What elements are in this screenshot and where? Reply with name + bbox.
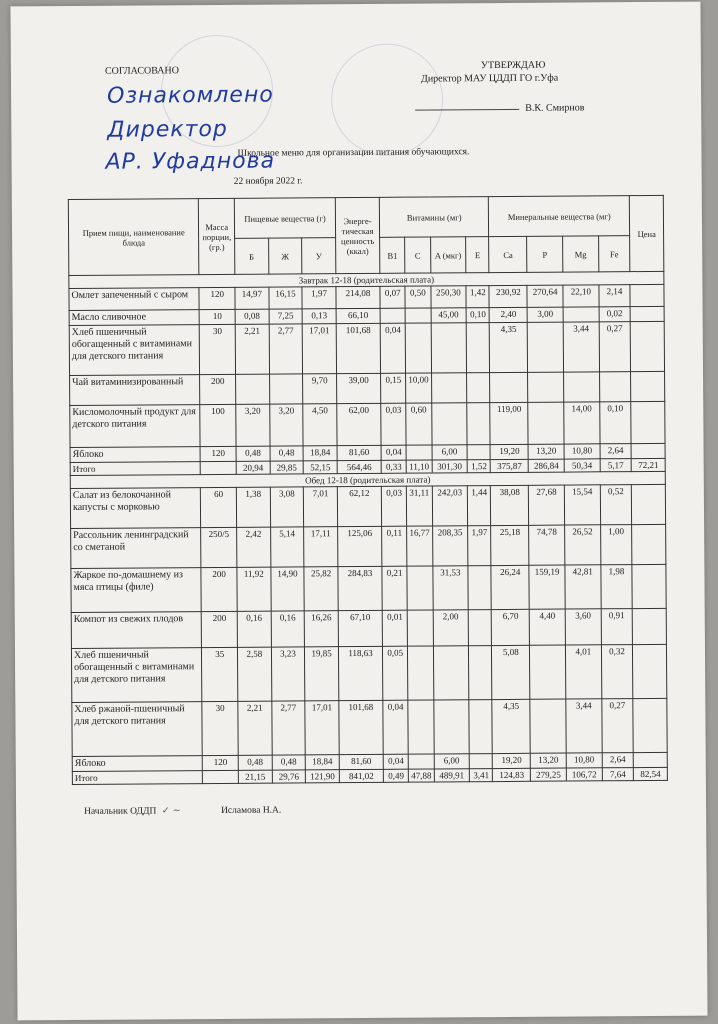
table-row <box>70 484 665 528</box>
table-cell: 10,80 <box>564 444 600 459</box>
table-cell: 1,97 <box>468 526 491 566</box>
total-cell: 29,76 <box>272 770 306 783</box>
table-cell: 10,80 <box>566 753 602 768</box>
footer-position: Начальник ОДДП <box>84 806 157 817</box>
total-cell: 21,15 <box>238 770 272 783</box>
table-cell: 0,48 <box>238 755 272 770</box>
table-cell: 5,14 <box>270 527 304 567</box>
table-cell <box>599 372 631 402</box>
approval-block <box>421 59 558 86</box>
table-cell: 0,04 <box>383 754 408 769</box>
col-a: A (мкг) <box>430 237 466 273</box>
table-cell <box>468 610 491 646</box>
table-cell: 35 <box>202 647 238 701</box>
dish-name: Кисломолочный продукт для детского питания <box>70 405 201 448</box>
table-cell: 19,20 <box>490 444 528 459</box>
col-u: У <box>302 238 336 274</box>
table-cell: 74,78 <box>529 525 565 565</box>
table-cell: 15,54 <box>564 485 600 525</box>
table-cell: 31,11 <box>407 486 432 526</box>
table-cell: 2,77 <box>272 701 306 755</box>
table-cell: 0,27 <box>599 322 631 372</box>
col-price: Цена <box>630 195 664 271</box>
table-cell <box>564 372 600 402</box>
table-cell <box>407 566 433 610</box>
table-cell: 3,08 <box>270 487 304 527</box>
col-c: C <box>405 237 430 273</box>
table-cell: 18,84 <box>306 755 340 770</box>
table-cell <box>467 403 490 445</box>
table-cell <box>490 372 528 402</box>
table-cell: 0,48 <box>270 446 304 461</box>
table-cell: 101,68 <box>339 700 384 754</box>
table-cell: 125,06 <box>338 526 382 566</box>
table-cell: 13,20 <box>530 753 566 768</box>
table-cell: 3,60 <box>565 609 601 645</box>
total-row <box>72 767 667 784</box>
table-cell: 0,60 <box>406 403 432 445</box>
table-cell: 4,35 <box>492 699 530 753</box>
footer <box>84 805 281 817</box>
table-cell <box>269 374 303 404</box>
menu-table-body <box>69 271 668 784</box>
table-row <box>71 564 666 612</box>
table-cell: 3,20 <box>269 404 303 446</box>
table-row <box>72 698 667 756</box>
table-cell <box>406 323 432 373</box>
table-cell: 16,26 <box>305 611 339 647</box>
table-cell: 6,00 <box>434 754 470 769</box>
table-cell <box>236 374 270 404</box>
table-cell: 230,92 <box>489 285 527 307</box>
approve-label: УТВЕРЖДАЮ <box>480 59 546 72</box>
handwriting-line-3: АР. Уфаднова <box>105 148 276 175</box>
menu-date: 22 ноября 2022 г. <box>233 176 303 187</box>
table-cell: 250/5 <box>201 527 237 567</box>
table-cell: 2,21 <box>235 324 269 374</box>
table-cell: 118,63 <box>338 646 383 700</box>
table-cell: 14,97 <box>235 287 269 309</box>
agreed-label: СОГЛАСОВАНО <box>104 65 179 77</box>
table-cell: 1,97 <box>302 287 336 309</box>
dish-name: Масло сливочное <box>69 310 199 326</box>
table-cell <box>409 754 434 769</box>
table-cell: 38,08 <box>491 485 529 525</box>
table-cell: 0,03 <box>381 403 407 445</box>
table-cell: 13,20 <box>528 444 564 459</box>
table-cell: 0,50 <box>405 286 430 308</box>
table-cell: 3,44 <box>566 699 602 753</box>
col-b1: B1 <box>380 237 405 273</box>
table-cell: 10,00 <box>406 373 431 403</box>
table-cell: 4,50 <box>303 404 337 446</box>
total-cell: 3,41 <box>470 769 493 782</box>
dish-name: Хлеб пшеничный обогащенный с витаминами для детского питания <box>71 648 202 703</box>
col-energy: Энерге-тическая ценность (ккал) <box>335 197 380 273</box>
col-p: P <box>527 236 563 272</box>
table-cell: 120 <box>200 446 236 461</box>
table-cell: 2,14 <box>599 285 631 307</box>
table-cell: 1,98 <box>601 565 633 609</box>
table-cell <box>406 445 431 460</box>
table-cell: 119,00 <box>490 402 528 444</box>
menu-title: Школьное меню для организации питания обучающихся. <box>237 147 470 159</box>
total-cell: 124,83 <box>493 768 531 781</box>
table-cell: 17,01 <box>305 701 339 755</box>
table-cell: 17,11 <box>304 527 338 567</box>
col-fe: Fe <box>598 236 630 272</box>
table-cell: 31,53 <box>432 566 468 610</box>
table-cell <box>633 644 667 698</box>
table-row <box>70 371 665 405</box>
table-cell: 0,03 <box>381 486 406 526</box>
table-cell <box>469 646 493 700</box>
total-cell: 0,49 <box>383 769 408 782</box>
table-cell: 5,08 <box>492 645 530 699</box>
table-cell <box>530 699 566 753</box>
col-e: E <box>466 237 489 273</box>
table-cell: 2,40 <box>490 307 528 322</box>
table-cell: 6,00 <box>432 445 468 460</box>
dish-name: Рассольник ленинградский со сметаной <box>71 528 202 569</box>
total-price: 72,21 <box>631 458 665 471</box>
dish-name: Компот из свежих плодов <box>71 612 202 649</box>
table-cell <box>632 564 666 608</box>
table-cell <box>563 307 599 322</box>
handwriting-line-2: Директор <box>107 116 228 143</box>
col-vitamins: Витамины (мг) <box>379 197 489 238</box>
table-cell: 0,07 <box>380 286 405 308</box>
table-cell <box>468 566 491 610</box>
table-cell: 0,02 <box>599 307 631 322</box>
table-cell: 4,01 <box>565 645 601 699</box>
table-cell: 4,35 <box>490 322 528 372</box>
table-cell: 0,16 <box>271 611 305 647</box>
dish-name: Яблоко <box>70 447 200 463</box>
total-cell: 29,85 <box>270 461 304 474</box>
table-cell: 9,70 <box>303 374 337 404</box>
table-cell: 16,15 <box>269 287 303 309</box>
table-cell: 7,25 <box>269 309 303 324</box>
table-cell: 0,32 <box>601 645 633 699</box>
table-cell <box>380 308 405 323</box>
table-cell: 3,44 <box>563 322 599 372</box>
col-minerals: Минеральные вещества (мг) <box>489 196 630 237</box>
table-cell <box>633 698 667 752</box>
table-cell <box>632 484 666 524</box>
dish-name: Омлет запеченный с сыром <box>69 288 199 311</box>
table-cell: 11,92 <box>237 567 271 611</box>
total-cell: 5,17 <box>600 459 632 472</box>
table-cell <box>632 524 666 564</box>
table-cell <box>431 403 467 445</box>
total-cell <box>203 770 239 783</box>
table-cell: 0,15 <box>381 373 406 403</box>
col-b: Б <box>235 238 269 274</box>
total-cell: 52,15 <box>303 461 337 474</box>
table-cell <box>469 700 493 754</box>
table-cell: 30 <box>200 324 236 374</box>
table-cell: 250,30 <box>430 286 466 308</box>
table-cell <box>631 371 665 401</box>
table-cell: 14,90 <box>271 567 305 611</box>
table-cell: 0,48 <box>272 755 306 770</box>
table-cell: 66,10 <box>336 308 380 323</box>
table-cell: 6,70 <box>492 609 530 645</box>
table-cell: 26,24 <box>491 565 529 609</box>
table-cell: 200 <box>200 374 236 404</box>
table-cell <box>408 610 433 646</box>
table-cell <box>630 284 664 306</box>
table-cell: 19,85 <box>305 647 339 701</box>
table-cell: 101,68 <box>336 323 380 373</box>
table-cell <box>632 608 666 644</box>
table-cell: 17,01 <box>303 324 337 374</box>
table-cell: 200 <box>201 567 237 611</box>
table-cell: 0,05 <box>383 646 409 700</box>
table-cell <box>631 401 665 443</box>
total-cell: 121,90 <box>306 770 340 783</box>
table-cell: 62,00 <box>337 403 381 445</box>
col-mg: Mg <box>563 236 599 272</box>
table-row <box>70 401 665 447</box>
signature-line <box>415 109 519 111</box>
table-cell: 0,11 <box>382 526 407 566</box>
col-meal: Прием пищи, наименование блюда <box>68 199 199 276</box>
col-nutrients: Пищевые вещества (г) <box>234 198 335 239</box>
table-cell: 0,52 <box>600 485 632 525</box>
table-cell: 1,42 <box>466 286 489 308</box>
table-cell: 0,48 <box>236 446 270 461</box>
table-cell: 0,10 <box>599 402 631 444</box>
col-mass: Масса порции, (гр.) <box>199 198 235 274</box>
table-cell: 0,04 <box>383 700 409 754</box>
table-cell: 0,16 <box>237 611 271 647</box>
footer-name: Исламова Н.А. <box>221 805 282 816</box>
table-cell <box>408 646 434 700</box>
table-cell: 120 <box>199 287 235 309</box>
table-cell: 208,35 <box>432 526 468 566</box>
table-cell <box>631 443 665 458</box>
table-cell: 26,52 <box>565 525 601 565</box>
table-cell <box>466 323 490 373</box>
footer-signature: ✓ ~ <box>158 805 181 817</box>
table-cell: 3,23 <box>271 647 305 701</box>
table-cell: 242,03 <box>432 486 468 526</box>
total-cell: 50,34 <box>564 459 600 472</box>
table-cell <box>469 754 492 769</box>
table-cell: 100 <box>200 404 236 446</box>
dish-name: Жаркое по-домашнему из мяса птицы (филе) <box>71 568 202 613</box>
table-cell: 2,00 <box>433 610 469 646</box>
table-cell <box>405 308 430 323</box>
table-cell: 0,08 <box>235 309 269 324</box>
table-cell: 60 <box>201 487 237 527</box>
total-price: 82,54 <box>634 767 668 780</box>
total-cell: 1,52 <box>467 460 490 473</box>
table-cell <box>633 752 667 767</box>
table-cell <box>528 402 564 444</box>
table-cell: 22,10 <box>563 285 599 307</box>
table-cell: 120 <box>203 755 239 770</box>
table-cell: 200 <box>202 611 238 647</box>
section-title: Обед 12-18 (родительская плата) <box>70 471 665 488</box>
table-cell: 67,10 <box>338 610 382 646</box>
table-cell <box>433 646 469 700</box>
section-title: Завтрак 12-18 (родительская плата) <box>69 271 664 288</box>
table-cell <box>530 645 566 699</box>
table-cell: 7,01 <box>304 487 338 527</box>
table-cell: 4,40 <box>529 609 565 645</box>
total-cell: 11,10 <box>406 460 431 473</box>
menu-table <box>68 195 668 785</box>
table-cell: 18,84 <box>303 446 337 461</box>
dish-name: Хлеб ржаной-пшеничный для детского питания <box>72 702 203 757</box>
total-cell: 489,91 <box>434 769 470 782</box>
table-cell: 81,60 <box>337 445 381 460</box>
table-cell: 81,60 <box>339 754 383 769</box>
document-sheet <box>10 2 707 1021</box>
table-cell <box>467 373 490 403</box>
total-cell: 106,72 <box>566 768 602 781</box>
total-cell: 286,84 <box>528 459 564 472</box>
dish-name: Яблоко <box>72 756 202 772</box>
table-cell <box>433 700 469 754</box>
table-row <box>71 608 666 648</box>
director-title: Директор МАУ ЦДДП ГО г.Уфа <box>420 72 559 85</box>
dish-name: Хлеб пшеничный обогащенный с витаминами для детского питания <box>69 325 200 376</box>
table-cell <box>630 306 664 321</box>
total-cell: 279,25 <box>531 768 567 781</box>
table-cell: 0,13 <box>302 309 336 324</box>
table-cell: 27,68 <box>529 485 565 525</box>
table-cell: 25,18 <box>491 525 529 565</box>
table-cell: 25,82 <box>304 567 338 611</box>
table-cell <box>431 373 467 403</box>
col-zh: Ж <box>268 238 302 274</box>
total-cell <box>200 461 236 474</box>
table-cell: 1,00 <box>600 525 632 565</box>
table-cell <box>527 322 563 372</box>
table-cell <box>528 372 564 402</box>
total-cell: 0,33 <box>381 460 406 473</box>
table-cell: 10 <box>199 309 235 324</box>
table-cell <box>408 700 434 754</box>
table-cell: 0,27 <box>602 699 634 753</box>
col-ca: Ca <box>489 236 527 272</box>
table-cell <box>630 321 664 371</box>
total-cell: 375,87 <box>491 459 529 472</box>
table-cell: 2,21 <box>238 701 272 755</box>
total-label: Итого <box>72 771 202 785</box>
table-cell: 3,20 <box>236 404 270 446</box>
table-row <box>71 644 666 702</box>
director-name: В.К. Смирнов <box>525 102 585 114</box>
table-cell: 214,08 <box>336 286 380 308</box>
total-cell: 47,88 <box>409 769 434 782</box>
table-cell: 2,64 <box>600 444 632 459</box>
total-cell: 20,94 <box>236 461 270 474</box>
table-row <box>69 321 664 375</box>
table-cell: 42,81 <box>565 565 601 609</box>
table-cell: 2,77 <box>269 324 303 374</box>
total-cell: 301,30 <box>432 460 468 473</box>
handwriting-line-1: Ознакомлено <box>107 82 274 109</box>
total-cell: 7,64 <box>602 768 634 781</box>
table-row <box>71 524 666 568</box>
table-cell: 30 <box>202 701 238 755</box>
dish-name: Чай витаминизированный <box>70 375 201 406</box>
table-cell: 14,00 <box>564 402 600 444</box>
table-cell <box>467 445 490 460</box>
table-cell: 284,83 <box>338 566 382 610</box>
table-cell: 62,12 <box>337 486 381 526</box>
dish-name: Салат из белокочанной капусты с морковью <box>70 488 201 529</box>
table-cell: 1,38 <box>236 487 270 527</box>
total-label: Итого <box>70 462 200 476</box>
table-cell: 0,10 <box>466 308 489 323</box>
table-cell: 16,77 <box>407 526 432 566</box>
table-cell <box>431 323 467 373</box>
table-cell: 3,00 <box>527 307 563 322</box>
table-cell: 270,64 <box>527 285 563 307</box>
table-cell: 2,64 <box>602 753 634 768</box>
table-cell: 2,58 <box>238 647 272 701</box>
table-cell: 159,19 <box>529 565 565 609</box>
table-cell: 1,44 <box>468 486 491 526</box>
table-cell: 0,04 <box>381 445 406 460</box>
table-cell: 45,00 <box>431 308 467 323</box>
table-cell: 19,20 <box>493 753 531 768</box>
total-cell: 564,46 <box>337 460 381 473</box>
total-cell: 841,02 <box>339 769 383 782</box>
table-cell: 39,00 <box>337 373 381 403</box>
table-cell: 0,21 <box>382 566 408 610</box>
table-cell: 2,42 <box>237 527 271 567</box>
table-cell: 0,91 <box>601 609 633 645</box>
table-cell: 0,01 <box>382 610 407 646</box>
table-cell: 0,04 <box>380 323 406 373</box>
